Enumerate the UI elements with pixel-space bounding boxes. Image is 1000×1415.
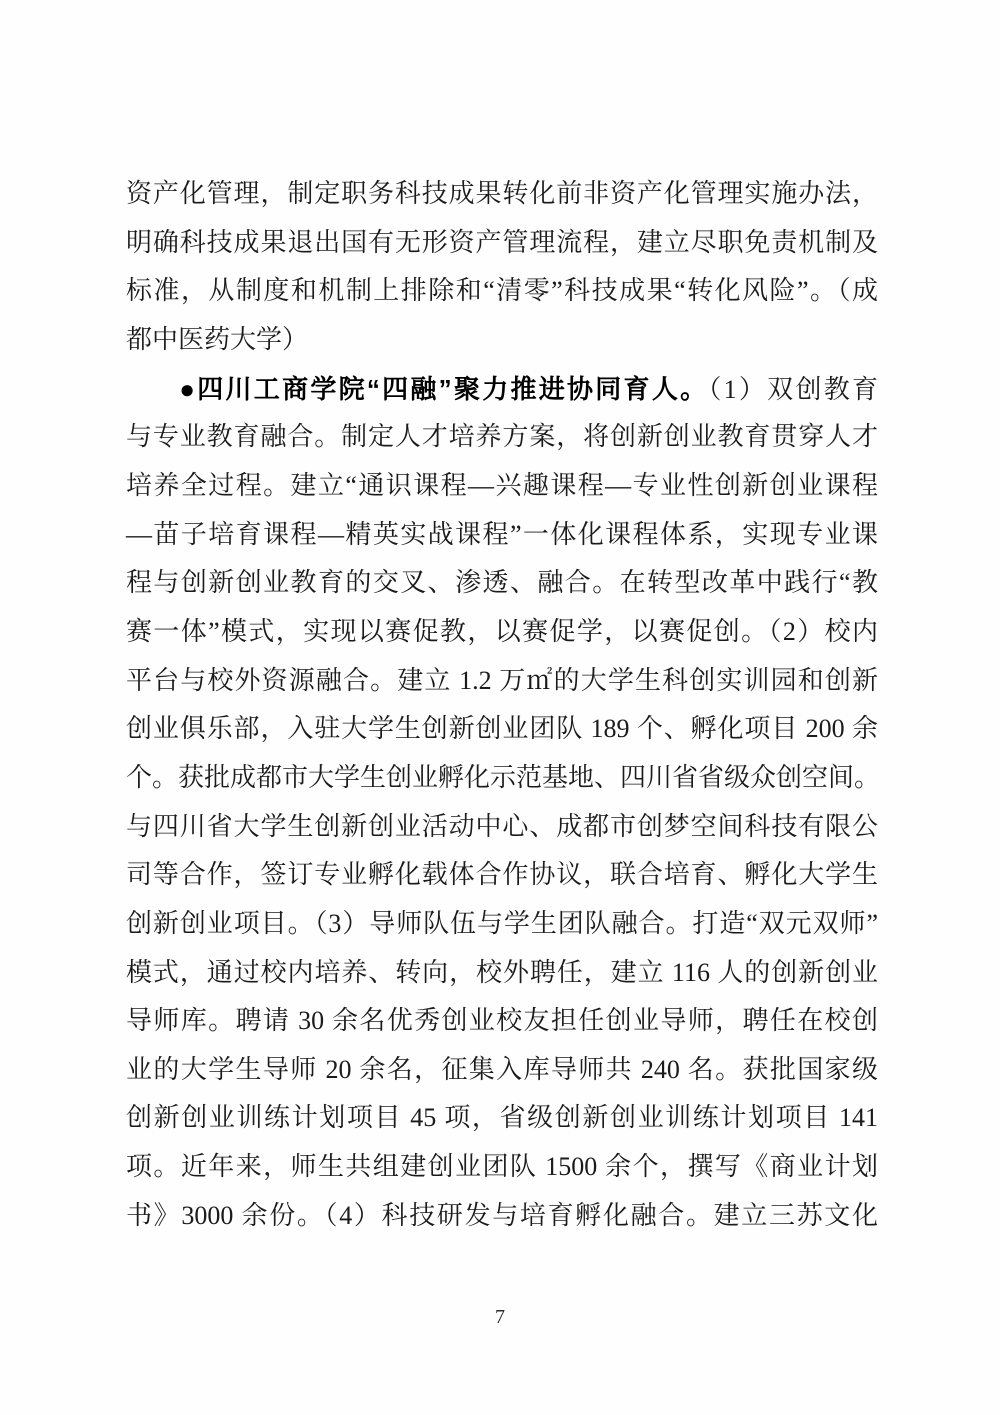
text-line: 创新创业训练计划项目 45 项，省级创新创业训练计划项目 141 [126, 1103, 878, 1133]
text-line: 程与创新创业教育的交叉、渗透、融合。在转型改革中践行“教 [126, 568, 878, 598]
text-line: —苗子培育课程—精英实战课程”一体化课程体系，实现专业课 [126, 519, 878, 549]
heading-tail-text: （1）双创教育 [708, 374, 878, 404]
text-line: 平台与校外资源融合。建立 1.2 万㎡的大学生科创实训园和创新 [126, 665, 878, 695]
text-line: 业的大学生导师 20 余名，征集入库导师共 240 名。获批国家级 [126, 1054, 878, 1084]
text-line: 创新创业项目。（3）导师队伍与学生团队融合。打造“双元双师” [126, 908, 878, 938]
text-line: 导师库。聘请 30 余名优秀创业校友担任创业导师，聘任在校创 [126, 1006, 878, 1036]
text-line: 培养全过程。建立“通识课程—兴趣课程—专业性创新创业课程 [126, 470, 878, 500]
page-number: 7 [495, 1306, 505, 1328]
text-line: 与专业教育融合。制定人才培养方案，将创新创业教育贯穿人才 [126, 422, 878, 452]
text-line: 项。近年来，师生共组建创业团队 1500 余个，撰写《商业计划 [126, 1152, 878, 1182]
text-line: 个。获批成都市大学生创业孵化示范基地、四川省省级众创空间。 [126, 762, 881, 792]
text-line: 赛一体”模式，实现以赛促教，以赛促学，以赛促创。（2）校内 [126, 616, 878, 646]
text-line: 创业俱乐部，入驻大学生创新创业团队 189 个、孵化项目 200 余 [126, 714, 878, 744]
text-line: 明确科技成果退出国有无形资产管理流程，建立尽职免责机制及 [126, 227, 878, 257]
paragraph-sichuan-technology-business-college [126, 365, 881, 1241]
text-line: 标准，从制度和机制上排除和“清零”科技成果“转化风险”。（成 [126, 276, 878, 306]
text-line: 书》3000 余份。（4）科技研发与培育孵化融合。建立三苏文化 [126, 1200, 878, 1230]
document-body [126, 170, 881, 1240]
bullet-heading-text: ●四川工商学院“四融”聚力推进协同育人。 [179, 373, 709, 404]
text-line: 都中医药大学） [126, 324, 309, 354]
paragraph-chengdu-tcm [126, 170, 878, 365]
text-line: 资产化管理，制定职务科技成果转化前非资产化管理实施办法， [126, 179, 878, 208]
text-line: 司等合作，签订专业孵化载体合作协议，联合培育、孵化大学生 [126, 860, 878, 890]
text-line: 与四川省大学生创新创业活动中心、成都市创梦空间科技有限公 [126, 811, 878, 841]
text-line: 模式，通过校内培养、转向，校外聘任，建立 116 人的创新创业 [126, 957, 878, 987]
text-line-bullet-heading [126, 365, 878, 414]
